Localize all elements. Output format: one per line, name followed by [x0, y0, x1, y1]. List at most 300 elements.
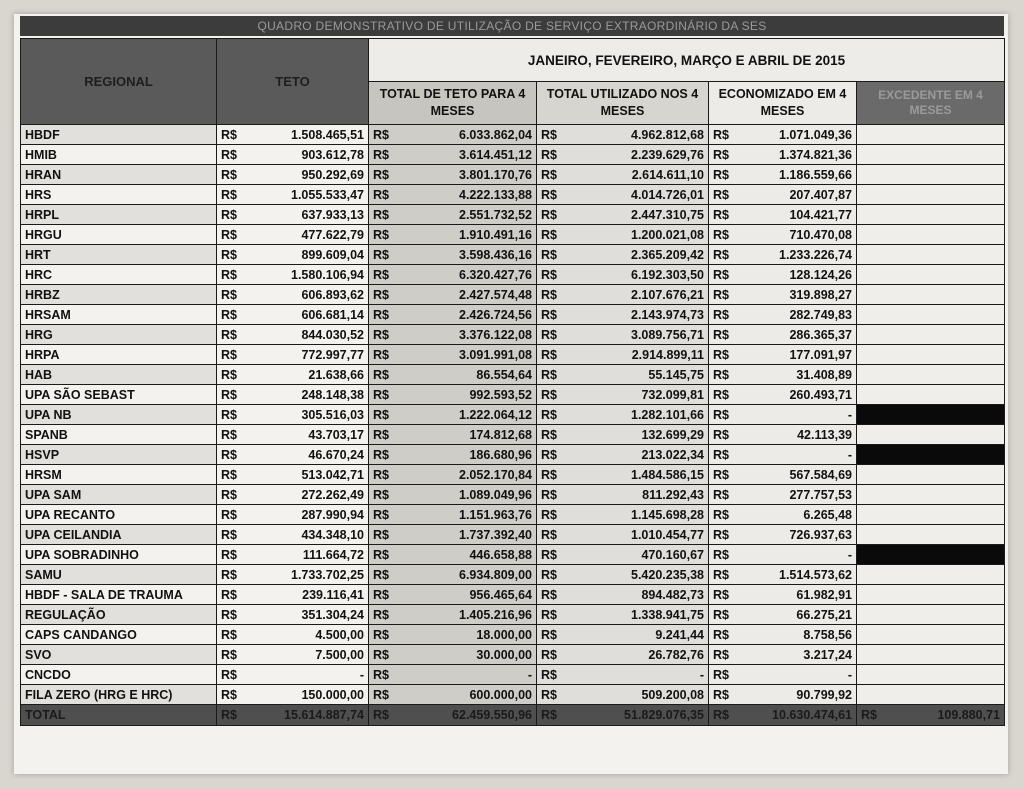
teto-cell: [217, 605, 369, 625]
currency-symbol: R$: [221, 327, 237, 342]
table-row: [21, 125, 1005, 145]
teto-cell-value: 513.042,71: [301, 467, 364, 482]
total-teto-cell: [369, 645, 537, 665]
economizado-cell: [709, 125, 857, 145]
total-teto-cell-value: 3.091.991,08: [459, 347, 532, 362]
utilizado-cell-value: 213.022,34: [641, 447, 704, 462]
currency-symbol: R$: [373, 167, 389, 182]
total-teto-cell: [369, 325, 537, 345]
utilizado-cell: [537, 285, 709, 305]
currency-symbol: R$: [373, 327, 389, 342]
teto-cell-value: 239.116,41: [302, 587, 364, 602]
teto-cell: [217, 225, 369, 245]
economizado-cell: [709, 285, 857, 305]
currency-symbol: R$: [541, 127, 557, 142]
total-teto-cell-value: 2.427.574,48: [459, 287, 532, 302]
table-row: [21, 605, 1005, 625]
currency-symbol: R$: [713, 627, 729, 642]
teto-cell-value: 434.348,10: [301, 527, 364, 542]
total-teto-cell: [369, 145, 537, 165]
teto-cell: [217, 125, 369, 145]
excedente-cell: [857, 605, 1005, 625]
currency-symbol: R$: [221, 667, 237, 682]
excedente-cell: [857, 345, 1005, 365]
table-row: [21, 665, 1005, 685]
teto-cell-value: 248.148,38: [301, 387, 364, 402]
regional-name: HRT: [21, 245, 217, 265]
currency-symbol: R$: [713, 187, 729, 202]
teto-cell-value: 1.580.106,94: [291, 267, 364, 282]
economizado-cell-value: 6.265,48: [803, 507, 852, 522]
total-total-teto-value: 62.459.550,96: [452, 708, 532, 722]
utilizado-cell-value: -: [699, 667, 704, 682]
teto-cell: [217, 485, 369, 505]
utilizado-cell-value: 2.239.629,76: [631, 147, 704, 162]
table-row: [21, 385, 1005, 405]
currency-symbol: R$: [221, 708, 237, 722]
economizado-cell-value: 3.217,24: [803, 647, 852, 662]
currency-symbol: R$: [221, 687, 237, 702]
teto-cell: [217, 525, 369, 545]
regional-name: UPA SAM: [21, 485, 217, 505]
header-teto: TETO: [217, 39, 369, 125]
teto-cell-value: 305.516,03: [301, 407, 364, 422]
currency-symbol: R$: [713, 127, 729, 142]
teto-cell: [217, 385, 369, 405]
utilizado-cell: [537, 125, 709, 145]
currency-symbol: R$: [373, 607, 389, 622]
teto-cell: [217, 625, 369, 645]
currency-symbol: R$: [541, 407, 557, 422]
teto-cell: [217, 365, 369, 385]
currency-symbol: R$: [713, 467, 729, 482]
economizado-cell: [709, 585, 857, 605]
economizado-cell-value: 31.408,89: [796, 367, 852, 382]
teto-cell: [217, 405, 369, 425]
total-teto-cell: [369, 605, 537, 625]
utilizado-cell: [537, 445, 709, 465]
excedente-cell: [857, 125, 1005, 145]
utilizado-cell: [537, 645, 709, 665]
economizado-cell: [709, 445, 857, 465]
table-row: [21, 625, 1005, 645]
economizado-cell-value: 286.365,37: [789, 327, 852, 342]
teto-cell-value: 272.262,49: [301, 487, 364, 502]
currency-symbol: R$: [221, 527, 237, 542]
currency-symbol: R$: [861, 708, 877, 722]
utilizado-cell-value: 1.010.454,77: [631, 527, 704, 542]
utilizado-cell-value: 1.484.586,15: [631, 467, 704, 482]
currency-symbol: R$: [221, 267, 237, 282]
total-teto-cell: [369, 385, 537, 405]
table-row: [21, 305, 1005, 325]
teto-cell-value: 637.933,13: [301, 207, 364, 222]
utilizado-cell-value: 470.160,67: [641, 547, 704, 562]
regional-name: UPA CEILANDIA: [21, 525, 217, 545]
utilizado-cell: [537, 565, 709, 585]
teto-cell-value: 1.508.465,51: [291, 127, 364, 142]
teto-cell: [217, 645, 369, 665]
currency-symbol: R$: [541, 467, 557, 482]
teto-cell-value: 844.030,52: [301, 327, 364, 342]
regional-name: UPA SÃO SEBAST: [21, 385, 217, 405]
currency-symbol: R$: [373, 267, 389, 282]
utilizado-cell: [537, 345, 709, 365]
teto-cell-value: 606.893,62: [301, 287, 364, 302]
economizado-cell-value: 8.758,56: [803, 627, 852, 642]
utilizado-cell-value: 1.200.021,08: [631, 227, 704, 242]
document-sheet: [14, 14, 1008, 774]
teto-cell-value: 477.622,79: [301, 227, 364, 242]
utilizado-cell-value: 811.292,43: [642, 487, 704, 502]
currency-symbol: R$: [373, 147, 389, 162]
economizado-cell-value: 1.233.226,74: [779, 247, 852, 262]
economizado-cell-value: 1.374.821,36: [779, 147, 852, 162]
currency-symbol: R$: [221, 427, 237, 442]
excedente-cell: [857, 585, 1005, 605]
total-economizado: [709, 705, 857, 726]
currency-symbol: R$: [713, 587, 729, 602]
total-teto-cell: [369, 285, 537, 305]
currency-symbol: R$: [373, 427, 389, 442]
currency-symbol: R$: [373, 187, 389, 202]
teto-cell-value: 111.664,72: [302, 547, 364, 562]
total-teto-cell: [369, 265, 537, 285]
total-teto-cell: [369, 405, 537, 425]
total-teto-cell-value: 6.320.427,76: [459, 267, 532, 282]
regional-name: FILA ZERO (HRG E HRC): [21, 685, 217, 705]
table-row: [21, 165, 1005, 185]
teto-cell-value: 287.990,94: [301, 507, 364, 522]
currency-symbol: R$: [541, 667, 557, 682]
currency-symbol: R$: [221, 147, 237, 162]
teto-cell-value: 150.000,00: [301, 687, 364, 702]
teto-cell: [217, 445, 369, 465]
economizado-cell: [709, 165, 857, 185]
total-teto-cell-value: 2.052.170,84: [459, 467, 532, 482]
economizado-cell-value: 567.584,69: [789, 467, 852, 482]
utilizado-cell: [537, 545, 709, 565]
currency-symbol: R$: [373, 467, 389, 482]
currency-symbol: R$: [221, 507, 237, 522]
table-row: [21, 145, 1005, 165]
total-teto-cell: [369, 125, 537, 145]
teto-cell: [217, 325, 369, 345]
total-excedente: [857, 705, 1005, 726]
utilizado-cell-value: 2.365.209,42: [631, 247, 704, 262]
total-teto-cell: [369, 485, 537, 505]
excedente-cell: [857, 625, 1005, 645]
excedente-cell: [857, 225, 1005, 245]
currency-symbol: R$: [713, 647, 729, 662]
currency-symbol: R$: [221, 487, 237, 502]
currency-symbol: R$: [373, 667, 389, 682]
teto-cell-value: 7.500,00: [315, 647, 364, 662]
utilizado-cell-value: 4.014.726,01: [631, 187, 704, 202]
economizado-cell: [709, 345, 857, 365]
currency-symbol: R$: [541, 547, 557, 562]
total-teto-cell: [369, 565, 537, 585]
currency-symbol: R$: [713, 327, 729, 342]
table-row: [21, 345, 1005, 365]
economizado-cell: [709, 485, 857, 505]
utilizado-cell-value: 2.447.310,75: [631, 207, 704, 222]
utilizado-cell: [537, 185, 709, 205]
excedente-cell: [857, 245, 1005, 265]
total-teto-cell-value: 2.551.732,52: [459, 207, 532, 222]
excedente-cell: [857, 265, 1005, 285]
utilizado-cell-value: 55.145,75: [648, 367, 704, 382]
economizado-cell-value: -: [847, 407, 852, 422]
total-teto-cell: [369, 165, 537, 185]
total-teto-cell: [369, 205, 537, 225]
teto-cell: [217, 585, 369, 605]
currency-symbol: R$: [221, 587, 237, 602]
currency-symbol: R$: [541, 227, 557, 242]
utilizado-cell-value: 26.782,76: [648, 647, 704, 662]
currency-symbol: R$: [713, 407, 729, 422]
regional-name: HMIB: [21, 145, 217, 165]
utilizado-cell-value: 2.143.974,73: [631, 307, 704, 322]
total-teto-cell: [369, 425, 537, 445]
currency-symbol: R$: [221, 347, 237, 362]
currency-symbol: R$: [221, 567, 237, 582]
utilizado-cell: [537, 605, 709, 625]
total-utilizado-value: 51.829.076,35: [624, 708, 704, 722]
currency-symbol: R$: [373, 227, 389, 242]
economizado-cell-value: 282.749,83: [789, 307, 852, 322]
economizado-cell: [709, 245, 857, 265]
teto-cell: [217, 285, 369, 305]
total-teto-cell: [369, 685, 537, 705]
utilizado-cell-value: 9.241,44: [655, 627, 704, 642]
currency-symbol: R$: [373, 247, 389, 262]
teto-cell-value: 903.612,78: [301, 147, 364, 162]
utilizado-cell: [537, 625, 709, 645]
currency-symbol: R$: [541, 447, 557, 462]
header-regional: REGIONAL: [21, 39, 217, 125]
total-teto-cell: [369, 665, 537, 685]
table-row: [21, 405, 1005, 425]
economizado-cell-value: 710.470,08: [789, 227, 852, 242]
utilizado-cell: [537, 205, 709, 225]
table-row: [21, 445, 1005, 465]
currency-symbol: R$: [221, 647, 237, 662]
currency-symbol: R$: [373, 207, 389, 222]
currency-symbol: R$: [221, 207, 237, 222]
regional-name: SVO: [21, 645, 217, 665]
utilizado-cell: [537, 225, 709, 245]
teto-cell-value: -: [359, 667, 364, 682]
total-teto-cell-value: 992.593,52: [469, 387, 532, 402]
table-body: [21, 125, 1005, 726]
teto-cell: [217, 545, 369, 565]
currency-symbol: R$: [373, 507, 389, 522]
utilizado-cell-value: 732.099,81: [641, 387, 704, 402]
currency-symbol: R$: [541, 207, 557, 222]
teto-cell: [217, 565, 369, 585]
economizado-cell-value: 66.275,21: [796, 607, 852, 622]
economizado-cell-value: -: [847, 547, 852, 562]
economizado-cell: [709, 145, 857, 165]
currency-symbol: R$: [541, 507, 557, 522]
excedente-cell: [857, 665, 1005, 685]
total-teto-cell-value: 6.033.862,04: [459, 127, 532, 142]
economizado-cell-value: 1.514.573,62: [779, 567, 852, 582]
teto-cell-value: 1.055.533,47: [291, 187, 364, 202]
currency-symbol: R$: [541, 287, 557, 302]
total-teto-cell-value: 3.376.122,08: [459, 327, 532, 342]
regional-name: HRG: [21, 325, 217, 345]
economizado-cell-value: 260.493,71: [789, 387, 852, 402]
teto-cell-value: 1.733.702,25: [291, 567, 364, 582]
total-teto-cell: [369, 365, 537, 385]
currency-symbol: R$: [541, 567, 557, 582]
regional-name: UPA RECANTO: [21, 505, 217, 525]
currency-symbol: R$: [373, 307, 389, 322]
currency-symbol: R$: [713, 527, 729, 542]
teto-cell: [217, 425, 369, 445]
table-row: [21, 365, 1005, 385]
regional-name: HRC: [21, 265, 217, 285]
currency-symbol: R$: [221, 607, 237, 622]
currency-symbol: R$: [713, 207, 729, 222]
table-row: [21, 285, 1005, 305]
header-total-utilizado: TOTAL UTILIZADO NOS 4 MESES: [537, 82, 709, 125]
currency-symbol: R$: [713, 147, 729, 162]
teto-cell: [217, 345, 369, 365]
economizado-cell-value: 1.186.559,66: [779, 167, 852, 182]
excedente-cell: [857, 385, 1005, 405]
currency-symbol: R$: [373, 627, 389, 642]
regional-name: HRAN: [21, 165, 217, 185]
total-teto-cell-value: 18.000,00: [476, 627, 532, 642]
economizado-cell-value: 726.937,63: [789, 527, 852, 542]
currency-symbol: R$: [541, 387, 557, 402]
currency-symbol: R$: [221, 187, 237, 202]
table-row: [21, 205, 1005, 225]
total-teto-cell-value: 1.089.049,96: [459, 487, 532, 502]
regional-name: HRSM: [21, 465, 217, 485]
economizado-cell: [709, 225, 857, 245]
total-teto-cell-value: -: [527, 667, 532, 682]
total-teto-cell: [369, 225, 537, 245]
currency-symbol: R$: [541, 247, 557, 262]
total-teto-cell: [369, 185, 537, 205]
regional-name: HSVP: [21, 445, 217, 465]
regional-name: HRS: [21, 185, 217, 205]
currency-symbol: R$: [541, 487, 557, 502]
excedente-cell: [857, 445, 1005, 465]
table-row: [21, 585, 1005, 605]
total-economizado-value: 10.630.474,61: [772, 708, 852, 722]
total-teto-cell-value: 6.934.809,00: [459, 567, 532, 582]
currency-symbol: R$: [713, 567, 729, 582]
economizado-cell-value: -: [847, 447, 852, 462]
teto-cell-value: 46.670,24: [308, 447, 364, 462]
regional-name: HRGU: [21, 225, 217, 245]
teto-cell: [217, 165, 369, 185]
teto-cell-value: 21.638,66: [308, 367, 364, 382]
table-row: [21, 185, 1005, 205]
currency-symbol: R$: [713, 287, 729, 302]
currency-symbol: R$: [373, 287, 389, 302]
currency-symbol: R$: [221, 547, 237, 562]
economizado-cell-value: 207.407,87: [789, 187, 852, 202]
economizado-cell: [709, 625, 857, 645]
utilizado-cell: [537, 145, 709, 165]
total-row: [21, 705, 1005, 726]
excedente-cell: [857, 565, 1005, 585]
economizado-cell: [709, 465, 857, 485]
teto-cell-value: 4.500,00: [315, 627, 364, 642]
economizado-cell-value: 128.124,26: [789, 267, 852, 282]
regional-name: REGULAÇÃO: [21, 605, 217, 625]
currency-symbol: R$: [221, 227, 237, 242]
utilizado-cell: [537, 405, 709, 425]
currency-symbol: R$: [541, 687, 557, 702]
economizado-cell: [709, 685, 857, 705]
economizado-cell: [709, 205, 857, 225]
economizado-cell-value: 277.757,53: [789, 487, 852, 502]
currency-symbol: R$: [713, 507, 729, 522]
total-teto-cell-value: 174.812,68: [469, 427, 532, 442]
economizado-cell: [709, 545, 857, 565]
header-economizado: ECONOMIZADO EM 4 MESES: [709, 82, 857, 125]
currency-symbol: R$: [713, 247, 729, 262]
currency-symbol: R$: [713, 227, 729, 242]
currency-symbol: R$: [713, 547, 729, 562]
currency-symbol: R$: [541, 367, 557, 382]
regional-name: HRSAM: [21, 305, 217, 325]
regional-name: CAPS CANDANGO: [21, 625, 217, 645]
economizado-cell: [709, 265, 857, 285]
currency-symbol: R$: [713, 667, 729, 682]
currency-symbol: R$: [541, 607, 557, 622]
currency-symbol: R$: [541, 527, 557, 542]
currency-symbol: R$: [373, 127, 389, 142]
economizado-cell: [709, 365, 857, 385]
currency-symbol: R$: [221, 387, 237, 402]
total-teto-cell: [369, 345, 537, 365]
total-teto-cell: [369, 305, 537, 325]
teto-cell: [217, 465, 369, 485]
total-teto-cell: [369, 445, 537, 465]
header-total-teto: TOTAL DE TETO PARA 4 MESES: [369, 82, 537, 125]
economizado-cell-value: 61.982,91: [796, 587, 852, 602]
currency-symbol: R$: [373, 387, 389, 402]
currency-symbol: R$: [713, 307, 729, 322]
table-row: [21, 685, 1005, 705]
economizado-cell-value: 319.898,27: [789, 287, 852, 302]
total-teto-cell-value: 1.737.392,40: [459, 527, 532, 542]
utilizado-cell: [537, 665, 709, 685]
economizado-cell: [709, 605, 857, 625]
currency-symbol: R$: [221, 367, 237, 382]
economizado-cell: [709, 665, 857, 685]
utilizado-cell: [537, 325, 709, 345]
currency-symbol: R$: [373, 447, 389, 462]
table-row: [21, 325, 1005, 345]
economizado-cell-value: -: [847, 667, 852, 682]
total-teto-cell: [369, 585, 537, 605]
currency-symbol: R$: [221, 287, 237, 302]
demonstrative-table: [20, 38, 1005, 726]
excedente-cell: [857, 205, 1005, 225]
currency-symbol: R$: [373, 647, 389, 662]
excedente-cell: [857, 365, 1005, 385]
teto-cell-value: 606.681,14: [301, 307, 364, 322]
